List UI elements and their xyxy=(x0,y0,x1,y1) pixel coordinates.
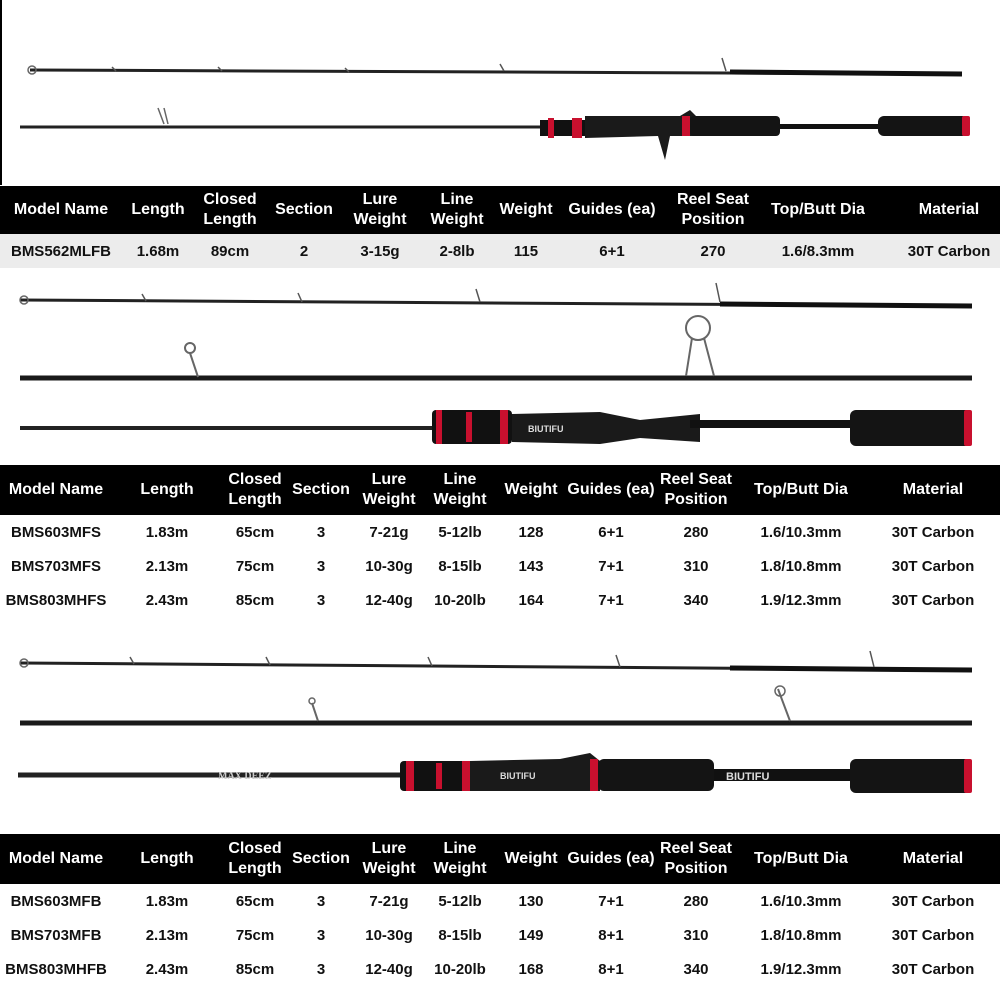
cell-lure-weight: 12-40g xyxy=(354,952,424,986)
cell-length: 1.83m xyxy=(112,515,222,549)
header-line-weight: Line Weight xyxy=(424,465,496,515)
cell-material: 30T Carbon xyxy=(866,884,1000,918)
cell-closed-length: 89cm xyxy=(194,234,266,268)
cell-line-weight: 8-15lb xyxy=(424,549,496,583)
header-guides: Guides (ea) xyxy=(556,186,668,234)
header-lure-weight: Lure Weight xyxy=(354,834,424,884)
cell-closed-length: 85cm xyxy=(222,583,288,617)
header-model-name: Model Name xyxy=(0,834,112,884)
table-row xyxy=(0,952,1000,986)
cell-top-butt-dia: 1.6/8.3mm xyxy=(758,234,878,268)
cell-length: 2.43m xyxy=(112,952,222,986)
header-closed-length: Closed Length xyxy=(222,465,288,515)
table-row xyxy=(0,583,1000,617)
rod-middle-section xyxy=(20,686,972,723)
header-material: Material xyxy=(878,186,1000,234)
cell-line-weight: 10-20lb xyxy=(424,952,496,986)
rod-middle-section xyxy=(20,316,972,378)
cell-line-weight: 8-15lb xyxy=(424,918,496,952)
table-header-row xyxy=(0,834,1000,884)
header-weight: Weight xyxy=(496,834,566,884)
cell-guides: 7+1 xyxy=(566,549,656,583)
header-weight: Weight xyxy=(496,186,556,234)
header-guides: Guides (ea) xyxy=(566,834,656,884)
table-row xyxy=(0,884,1000,918)
header-section: Section xyxy=(288,465,354,515)
cell-model: BMS803MHFB xyxy=(0,952,112,986)
cell-length: 2.13m xyxy=(112,918,222,952)
header-weight: Weight xyxy=(496,465,566,515)
header-reel-seat-position: Reel Seat Position xyxy=(656,465,736,515)
cell-material: 30T Carbon xyxy=(866,515,1000,549)
cell-line-weight: 2-8lb xyxy=(418,234,496,268)
cell-section: 3 xyxy=(288,884,354,918)
rod-butt-section xyxy=(20,410,972,446)
cell-closed-length: 85cm xyxy=(222,952,288,986)
header-line-weight: Line Weight xyxy=(424,834,496,884)
cell-lure-weight: 3-15g xyxy=(342,234,418,268)
table-row xyxy=(0,549,1000,583)
header-model-name: Model Name xyxy=(0,186,122,234)
cell-top-butt-dia: 1.9/12.3mm xyxy=(736,583,866,617)
cell-weight: 130 xyxy=(496,884,566,918)
cell-model: BMS703MFB xyxy=(0,918,112,952)
cell-material: 30T Carbon xyxy=(866,549,1000,583)
cell-reel-seat: 340 xyxy=(656,583,736,617)
cell-length: 1.68m xyxy=(122,234,194,268)
cell-reel-seat: 310 xyxy=(656,549,736,583)
header-length: Length xyxy=(122,186,194,234)
cell-lure-weight: 7-21g xyxy=(354,884,424,918)
table-row xyxy=(0,515,1000,549)
cell-top-butt-dia: 1.6/10.3mm xyxy=(736,884,866,918)
spec-table-3 xyxy=(0,834,1000,986)
cell-section: 2 xyxy=(266,234,342,268)
cell-material: 30T Carbon xyxy=(866,583,1000,617)
cell-lure-weight: 10-30g xyxy=(354,918,424,952)
cell-material: 30T Carbon xyxy=(866,918,1000,952)
cell-line-weight: 5-12lb xyxy=(424,515,496,549)
table-header-row xyxy=(0,465,1000,515)
header-closed-length: Closed Length xyxy=(194,186,266,234)
cell-weight: 115 xyxy=(496,234,556,268)
header-top-butt-dia: Top/Butt Dia xyxy=(736,465,866,515)
cell-model: BMS603MFB xyxy=(0,884,112,918)
cell-closed-length: 65cm xyxy=(222,884,288,918)
cell-material: 30T Carbon xyxy=(878,234,1000,268)
header-line-weight: Line Weight xyxy=(418,186,496,234)
brand-logo: BIUTIFU xyxy=(528,424,564,434)
series-label: MAX DEEZ xyxy=(218,771,272,782)
cell-guides: 8+1 xyxy=(566,952,656,986)
cell-guides: 8+1 xyxy=(566,918,656,952)
cell-model: BMS562MLFB xyxy=(0,234,122,268)
header-reel-seat-position: Reel Seat Position xyxy=(656,834,736,884)
header-lure-weight: Lure Weight xyxy=(354,465,424,515)
cell-reel-seat: 310 xyxy=(656,918,736,952)
cell-section: 3 xyxy=(288,918,354,952)
rod-image-spinning-3pc xyxy=(0,280,1000,450)
brand-logo-butt: BIUTIFU xyxy=(726,771,770,783)
rod-butt-section xyxy=(18,753,972,793)
cell-model: BMS803MHFS xyxy=(0,583,112,617)
cell-guides: 6+1 xyxy=(566,515,656,549)
cell-line-weight: 10-20lb xyxy=(424,583,496,617)
rod-tip-section xyxy=(20,651,972,670)
cell-lure-weight: 10-30g xyxy=(354,549,424,583)
header-length: Length xyxy=(112,834,222,884)
cell-top-butt-dia: 1.8/10.8mm xyxy=(736,918,866,952)
cell-section: 3 xyxy=(288,549,354,583)
cell-weight: 168 xyxy=(496,952,566,986)
cell-section: 3 xyxy=(288,515,354,549)
cell-length: 2.43m xyxy=(112,583,222,617)
cell-section: 3 xyxy=(288,583,354,617)
cell-length: 1.83m xyxy=(112,884,222,918)
header-guides: Guides (ea) xyxy=(566,465,656,515)
header-closed-length: Closed Length xyxy=(222,834,288,884)
header-section: Section xyxy=(266,186,342,234)
header-section: Section xyxy=(288,834,354,884)
cell-closed-length: 75cm xyxy=(222,918,288,952)
cell-closed-length: 65cm xyxy=(222,515,288,549)
header-material: Material xyxy=(866,465,1000,515)
cell-section: 3 xyxy=(288,952,354,986)
header-top-butt-dia: Top/Butt Dia xyxy=(758,186,878,234)
cell-top-butt-dia: 1.6/10.3mm xyxy=(736,515,866,549)
cell-length: 2.13m xyxy=(112,549,222,583)
cell-reel-seat: 280 xyxy=(656,515,736,549)
rod-tip-section xyxy=(28,58,962,74)
cell-weight: 143 xyxy=(496,549,566,583)
cell-weight: 164 xyxy=(496,583,566,617)
rod-image-casting-3pc xyxy=(0,645,1000,805)
cell-guides: 6+1 xyxy=(556,234,668,268)
header-reel-seat-position: Reel Seat Position xyxy=(668,186,758,234)
rod-tip-section xyxy=(20,283,972,306)
cell-line-weight: 5-12lb xyxy=(424,884,496,918)
rod-butt-section xyxy=(20,108,970,160)
cell-reel-seat: 270 xyxy=(668,234,758,268)
header-top-butt-dia: Top/Butt Dia xyxy=(736,834,866,884)
cell-lure-weight: 7-21g xyxy=(354,515,424,549)
table-header-row xyxy=(0,186,1000,234)
cell-model: BMS703MFS xyxy=(0,549,112,583)
brand-logo: BIUTIFU xyxy=(500,771,536,781)
cell-closed-length: 75cm xyxy=(222,549,288,583)
cell-material: 30T Carbon xyxy=(866,952,1000,986)
cell-reel-seat: 280 xyxy=(656,884,736,918)
rod-image-casting-2pc xyxy=(0,50,1000,170)
spec-table-2 xyxy=(0,465,1000,617)
table-row xyxy=(0,234,1000,268)
header-model-name: Model Name xyxy=(0,465,112,515)
cell-weight: 149 xyxy=(496,918,566,952)
table-row xyxy=(0,918,1000,952)
cell-guides: 7+1 xyxy=(566,884,656,918)
header-material: Material xyxy=(866,834,1000,884)
cell-model: BMS603MFS xyxy=(0,515,112,549)
cell-reel-seat: 340 xyxy=(656,952,736,986)
cell-guides: 7+1 xyxy=(566,583,656,617)
header-length: Length xyxy=(112,465,222,515)
header-lure-weight: Lure Weight xyxy=(342,186,418,234)
cell-top-butt-dia: 1.9/12.3mm xyxy=(736,952,866,986)
cell-lure-weight: 12-40g xyxy=(354,583,424,617)
cell-top-butt-dia: 1.8/10.8mm xyxy=(736,549,866,583)
cell-weight: 128 xyxy=(496,515,566,549)
spec-table-1 xyxy=(0,186,1000,268)
